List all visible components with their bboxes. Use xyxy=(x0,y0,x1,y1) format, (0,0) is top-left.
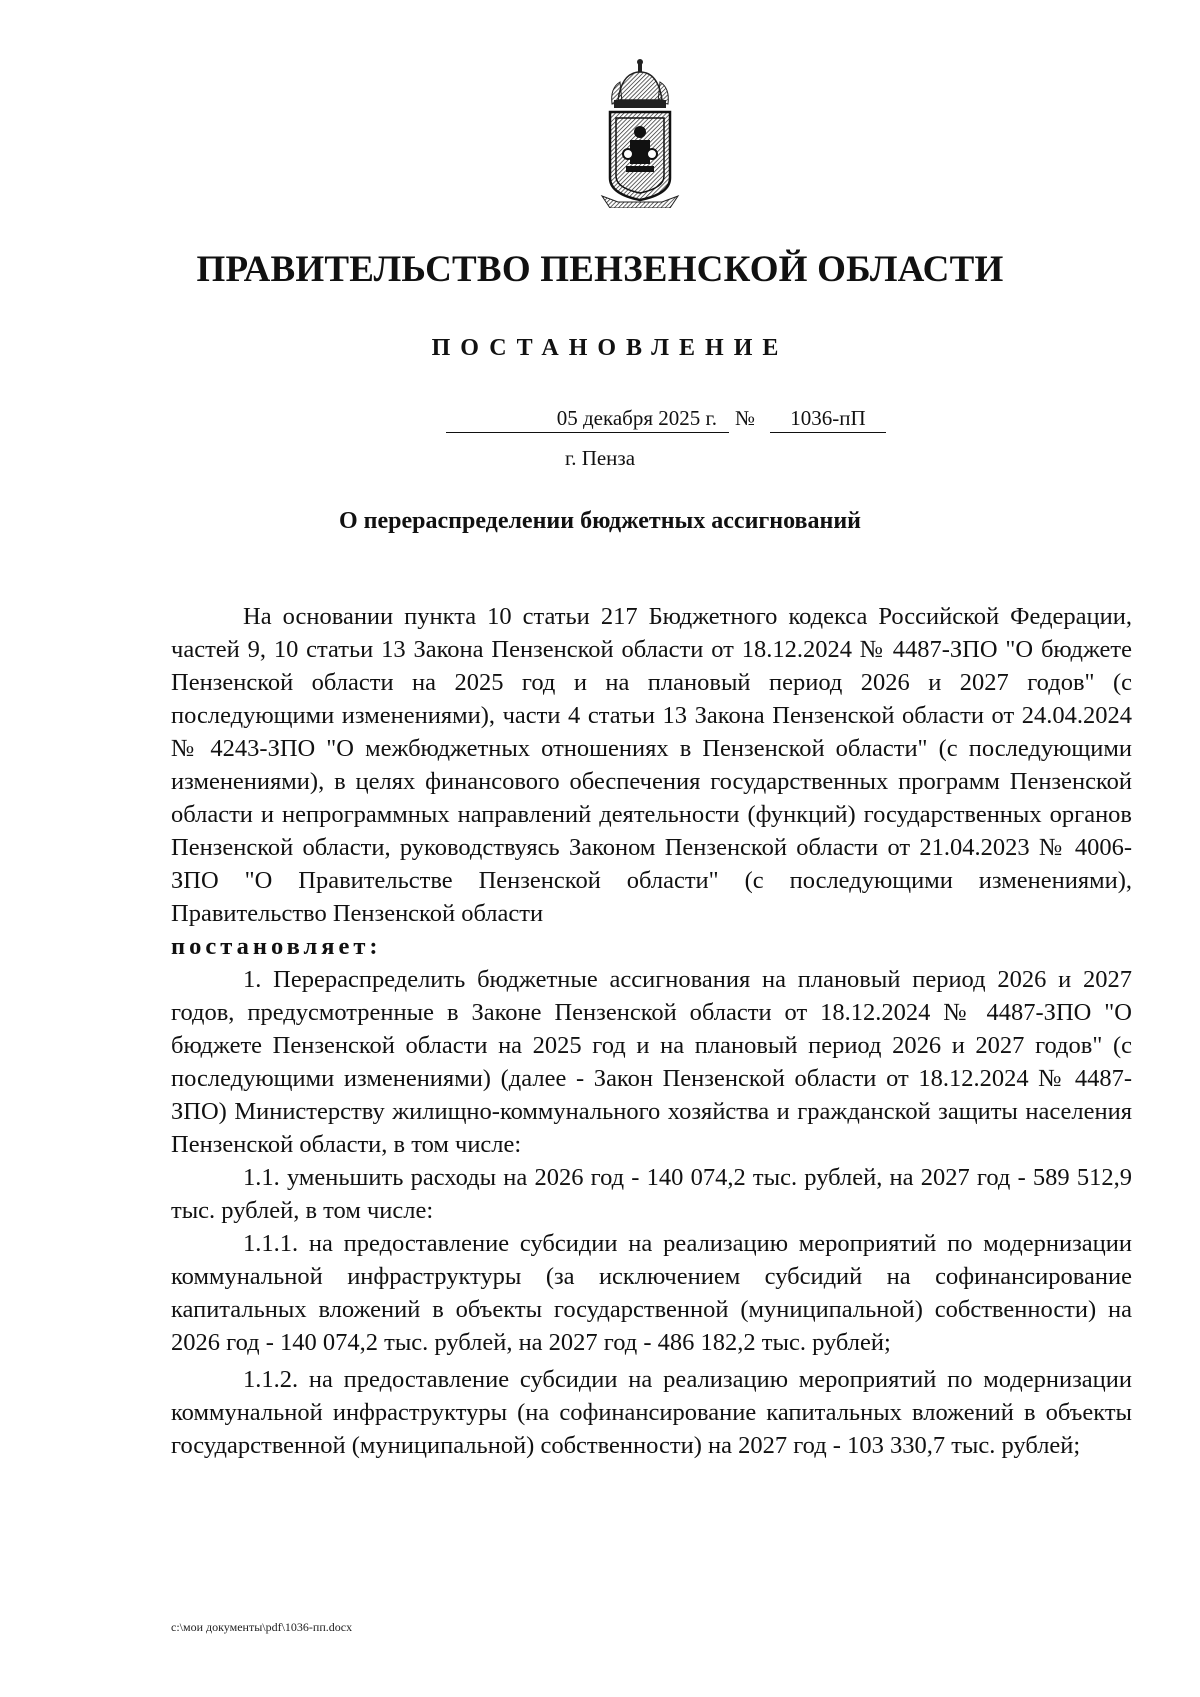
file-path-footer: c:\мои документы\pdf\1036-пп.docx xyxy=(171,1620,353,1634)
coat-of-arms-icon xyxy=(598,58,682,208)
decree-word: постановляет: xyxy=(171,933,382,960)
clause-1: 1. Перераспределить бюджетные ассигнования на плановый период 2026 и 2027 годов, предусмотренные в Законе Пензенской области от 18.12.2024 № 4487-ЗПО "О бюджете Пензенской области на 2025 год и на плановый период 2026 и 2027 годов" (с последующими изменениями) (далее - Закон Пензенской области от 18.12.2024 № 4487-ЗПО) Министерству жилищно-коммунального хозяйства и гражданской защиты населения Пензенской области, в том числе: xyxy=(171,966,1132,1158)
city-label: г. Пенза xyxy=(564,446,636,470)
organization-title: ПРАВИТЕЛЬСТВО ПЕНЗЕНСКОЙ ОБЛАСТИ xyxy=(196,249,1004,290)
document-subject: О перераспределении бюджетных ассигнований xyxy=(339,508,861,534)
document-type-heading: ПОСТАНОВЛЕНИЕ xyxy=(431,335,789,361)
document-date: 05 декабря 2025 г. xyxy=(556,406,717,430)
clause-1-1-1: 1.1.1. на предоставление субсидии на реализацию мероприятий по модернизации коммунальной инфраструктуры (за исключением субсидий на софинансирование капитальных вложений в объекты государственной (муниципальной) собственности) на 2026 год - 140 074,2 тыс. рублей, на 2027 год - 486 182,2 тыс. рублей; xyxy=(171,1230,1132,1356)
clause-1-1: 1.1. уменьшить расходы на 2026 год - 140 074,2 тыс. рублей, на 2027 год - 589 512,9 тыс. рублей, в том числе: xyxy=(171,1164,1132,1224)
clause-1-1-2: 1.1.2. на предоставление субсидии на реализацию мероприятий по модернизации коммунальной инфраструктуры (на софинансирование капитальных вложений в объекты государственной (муниципальной) собственности) на 2027 год - 103 330,7 тыс. рублей; xyxy=(171,1366,1132,1459)
number-sign: № xyxy=(735,406,756,430)
decree-paragraph xyxy=(171,930,1132,963)
document-date-field xyxy=(446,404,729,433)
document-number: 1036-пП xyxy=(770,404,886,433)
document-body xyxy=(171,600,1132,1462)
preamble-paragraph: На основании пункта 10 статьи 217 Бюджетного кодекса Российской Федерации, частей 9, 10 статьи 13 Закона Пензенской области от 18.12.2024 № 4487-ЗПО "О бюджете Пензенской области на 2025 год и на плановый период 2026 и 2027 годов" (с последующими изменениями), части 4 статьи 13 Закона Пензенской области от 24.04.2024 № 4243-ЗПО "О межбюджетных отношениях в Пензенской области" (с последующими изменениями), в целях финансового обеспечения государственных программ Пензенской области и непрограммных направлений деятельности (функций) государственных органов Пензенской области, руководствуясь Законом Пензенской области от 21.04.2023 № 4006-ЗПО "О Правительстве Пензенской области" (с последующими изменениями), Правительство Пензенской области xyxy=(171,603,1132,927)
